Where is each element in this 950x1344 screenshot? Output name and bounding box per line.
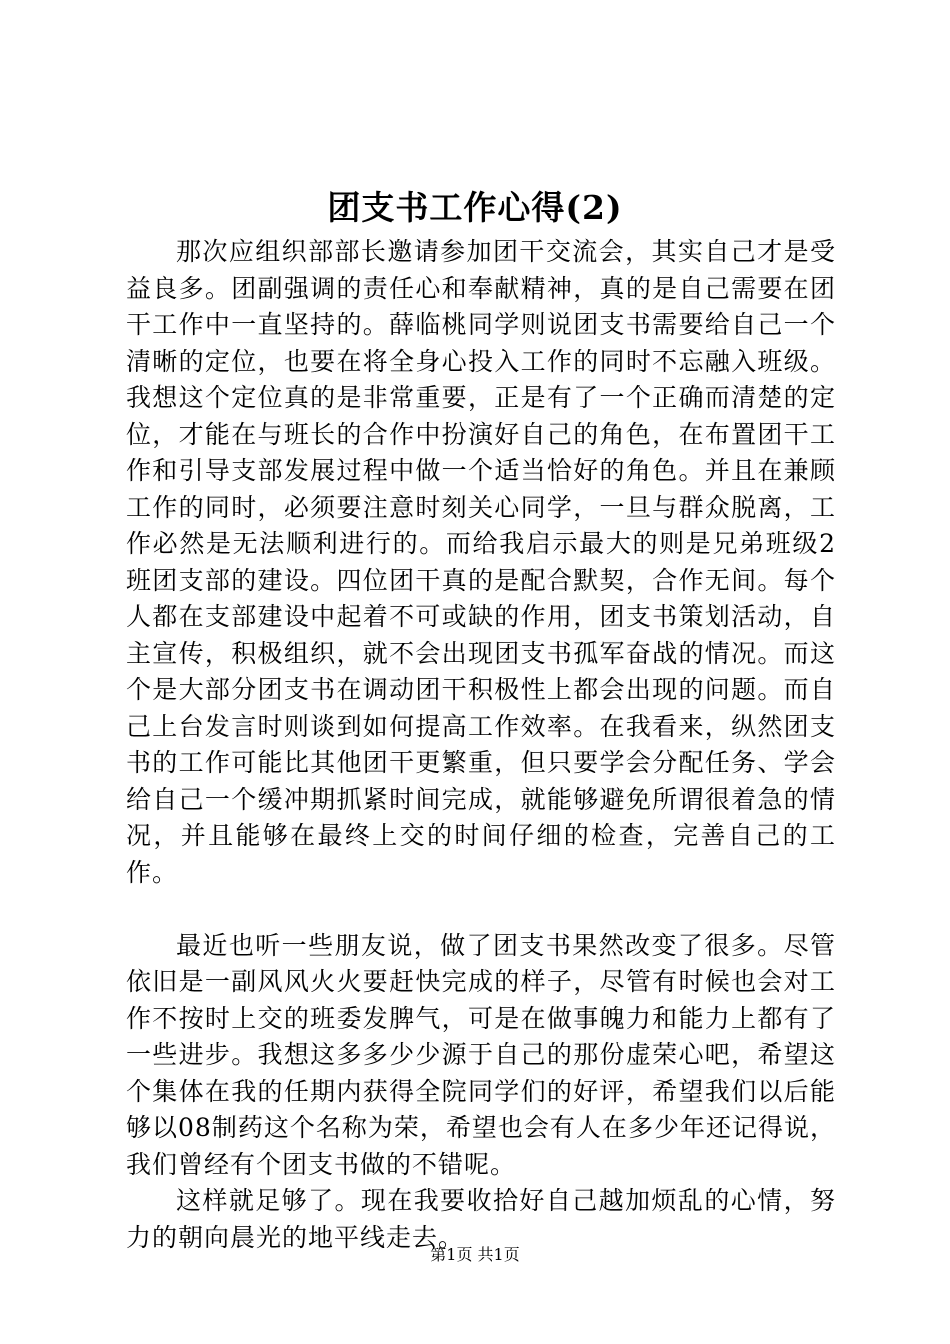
document-body bbox=[126, 234, 836, 1256]
paragraph-2: 最近也听一些朋友说，做了团支书果然改变了很多。尽管依旧是一副风风火火要赶快完成的样子，尽管有时候也会对工作不按时上交的班委发脾气，可是在做事魄力和能力上都有了一些进步。我想这多多少少源于自己的那份虚荣心吧，希望这个集体在我的任期内获得全院同学们的好评，希望我们以后能够以08制药这个名称为荣，希望也会有人在多少年还记得说，我们曾经有个团支书做的不错呢。 bbox=[126, 930, 836, 1179]
paragraph-3: 这样就足够了。现在我要收拾好自己越加烦乱的心情，努力的朝向晨光的地平线走去。 bbox=[126, 1186, 836, 1252]
document-title: 团支书工作心得(2) bbox=[327, 188, 623, 227]
paragraph-1: 那次应组织部部长邀请参加团干交流会，其实自己才是受益良多。团副强调的责任心和奉献精神，真的是自己需要在团干工作中一直坚持的。薛临桃同学则说团支书需要给自己一个清晰的定位，也要在将全身心投入工作的同时不忘融入班级。我想这个定位真的是非常重要，正是有了一个正确而清楚的定位，才能在与班长的合作中扮演好自己的角色，在布置团干工作和引导支部发展过程中做一个适当恰好的角色。并且在兼顾工作的同时，必须要注意时刻关心同学，一旦与群众脱离，工作必然是无法顺利进行的。而给我启示最大的则是兄弟班级2班团支部的建设。四位团干真的是配合默契，合作无间。每个人都在支部建设中起着不可或缺的作用，团支书策划活动，自主宣传，积极组织，就不会出现团支书孤军奋战的情况。而这个是大部分团支书在调动团干积极性上都会出现的问题。而自己上台发言时则谈到如何提高工作效率。在我看来，纵然团支书的工作可能比其他团干更繁重，但只要学会分配任务、学会给自己一个缓冲期抓紧时间完成，就能够避免所谓很着急的情况，并且能够在最终上交的时间仔细的检查，完善自己的工作。 bbox=[126, 237, 836, 887]
page-footer: 第1页 共1页 bbox=[430, 1245, 520, 1264]
